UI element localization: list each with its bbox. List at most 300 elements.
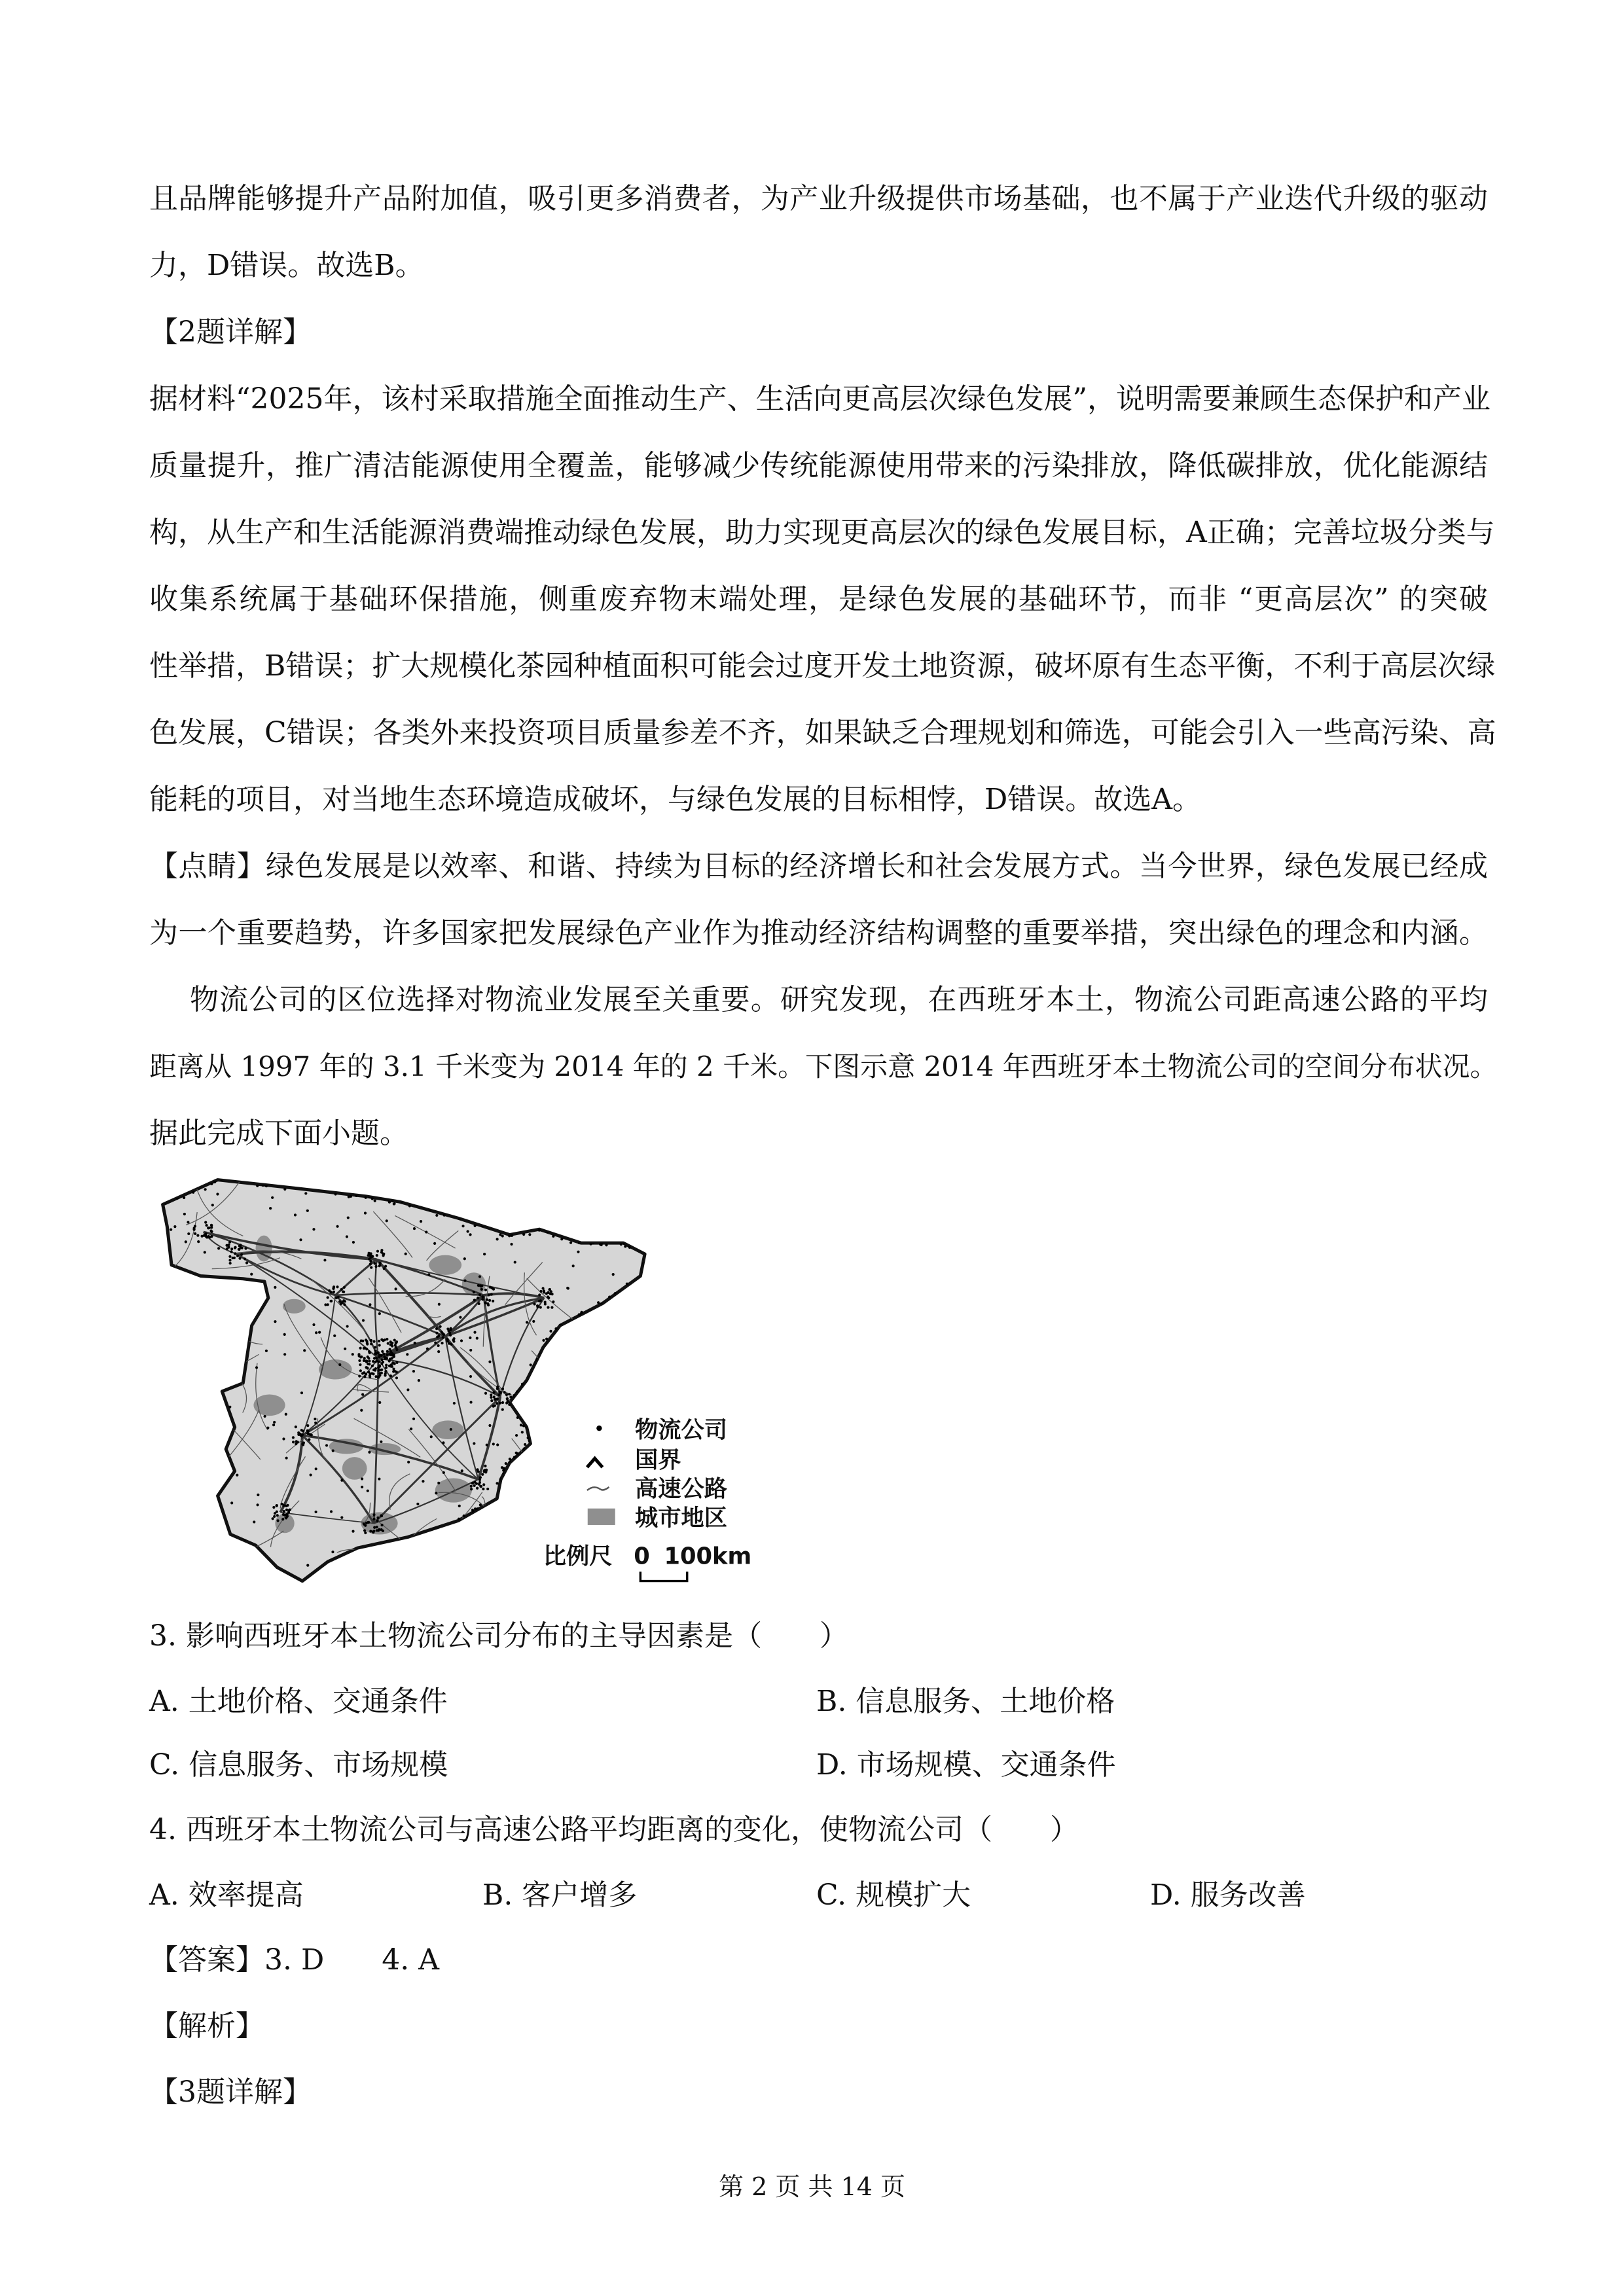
- legend-urban: 城市地区: [634, 1504, 727, 1532]
- company-dot: [616, 1359, 619, 1362]
- company-dot: [309, 1433, 312, 1436]
- company-dot: [370, 1342, 372, 1345]
- company-dot: [336, 1285, 338, 1288]
- company-dot: [515, 1452, 518, 1454]
- company-dot: [391, 1365, 393, 1368]
- company-dot: [346, 1325, 349, 1327]
- company-dot: [193, 1284, 196, 1287]
- paragraph-line: 能耗的项目，对当地生态环境造成破坏，与绿色发展的目标相悖，D错误。故选A。: [149, 783, 1202, 816]
- company-dot: [501, 1401, 504, 1404]
- company-dot: [536, 1304, 539, 1307]
- company-dot: [532, 1446, 534, 1448]
- company-dot: [292, 1441, 295, 1443]
- company-dot: [369, 1372, 372, 1375]
- company-dot: [478, 1293, 481, 1296]
- company-dot: [552, 1300, 554, 1303]
- company-dot: [395, 1342, 397, 1344]
- company-dot: [204, 1221, 207, 1223]
- company-dot: [276, 1514, 279, 1516]
- company-dot: [483, 1253, 486, 1255]
- company-dot: [539, 1299, 542, 1302]
- company-dot: [372, 1372, 374, 1375]
- company-dot: [485, 1558, 488, 1561]
- company-dot: [560, 1238, 563, 1240]
- company-dot: [211, 1204, 214, 1206]
- company-dot: [496, 1482, 498, 1484]
- urban-area: [432, 1420, 463, 1439]
- q3-option-c[interactable]: C. 信息服务、市场规模: [149, 1748, 448, 1782]
- company-dot: [372, 1340, 375, 1343]
- company-dot: [391, 1345, 393, 1348]
- company-dot: [382, 1194, 385, 1197]
- question-4-stem: 4. 西班牙本土物流公司与高速公路平均距离的变化，使物流公司（ ）: [149, 1813, 1079, 1846]
- company-dot: [509, 1524, 512, 1526]
- company-dot: [437, 1350, 440, 1353]
- company-dot: [481, 1473, 484, 1476]
- company-dot: [484, 1301, 487, 1304]
- scale-bar: [640, 1571, 687, 1581]
- company-dot: [210, 1235, 213, 1238]
- company-dot: [438, 1303, 441, 1306]
- company-dot: [426, 1348, 429, 1350]
- company-dot: [473, 1484, 476, 1487]
- company-dot: [194, 1365, 197, 1367]
- company-dot: [393, 1202, 395, 1205]
- company-dot: [183, 1196, 185, 1199]
- company-dot: [511, 1542, 513, 1545]
- company-dot: [430, 1435, 433, 1438]
- tip-line: 【点睛】绿色发展是以效率、和谐、持续为目标的经济增长和社会发展方式。当今世界，绿色发展已经成: [149, 850, 1488, 883]
- company-dot: [623, 1537, 626, 1539]
- q3-option-b[interactable]: B. 信息服务、土地价格: [816, 1685, 1115, 1718]
- company-dot: [274, 1286, 276, 1289]
- question-3-stem: 3. 影响西班牙本土物流公司分布的主导因素是（ ）: [149, 1619, 848, 1653]
- company-dot: [416, 1503, 419, 1505]
- company-dot: [505, 1393, 508, 1396]
- company-dot: [380, 1338, 383, 1341]
- company-dot: [446, 1338, 448, 1340]
- company-dot: [461, 1225, 464, 1227]
- company-dot: [232, 1354, 234, 1357]
- company-dot: [406, 1353, 408, 1355]
- company-dot: [376, 1250, 379, 1253]
- company-dot: [420, 1220, 422, 1223]
- company-dot: [376, 1254, 378, 1257]
- urban-area: [253, 1394, 285, 1416]
- company-dot: [564, 1516, 567, 1519]
- company-dot: [190, 1453, 193, 1456]
- company-dot: [624, 1497, 627, 1499]
- paragraph-line: 且品牌能够提升产品附加值，吸引更多消费者，为产业升级提供市场基础，也不属于产业迭代升级的驱动: [149, 182, 1488, 215]
- company-dot: [482, 1212, 484, 1215]
- company-dot: [187, 1221, 189, 1223]
- company-dot: [492, 1391, 495, 1393]
- company-dot: [533, 1302, 536, 1305]
- company-dot: [367, 1357, 370, 1359]
- company-dot: [486, 1488, 489, 1490]
- company-dot: [408, 1204, 411, 1207]
- company-dot: [283, 1353, 286, 1355]
- company-dot: [557, 1532, 560, 1535]
- urban-area: [342, 1457, 367, 1480]
- company-dot: [274, 1320, 276, 1323]
- q4-option-a[interactable]: A. 效率提高: [149, 1878, 304, 1912]
- company-dot: [522, 1233, 525, 1236]
- company-dot: [501, 1408, 504, 1411]
- q3-option-d[interactable]: D. 市场规模、交通条件: [816, 1748, 1116, 1782]
- company-dot: [509, 1395, 512, 1398]
- company-dot: [453, 1402, 456, 1405]
- company-dot: [343, 1286, 346, 1289]
- company-dot: [585, 1509, 587, 1512]
- company-dot: [418, 1379, 420, 1382]
- company-dot: [286, 1504, 289, 1507]
- company-dot: [379, 1262, 382, 1265]
- company-dot: [490, 1393, 492, 1396]
- company-dot: [380, 1528, 382, 1531]
- company-dot: [516, 1416, 519, 1419]
- company-dot: [244, 1257, 246, 1260]
- q4-option-b[interactable]: B. 客户增多: [482, 1878, 638, 1912]
- company-dot: [263, 1415, 266, 1418]
- company-dot: [547, 1297, 550, 1299]
- company-dot: [363, 1347, 365, 1350]
- company-dot: [369, 1376, 371, 1378]
- company-dot: [230, 1247, 233, 1250]
- company-dot: [482, 1483, 485, 1486]
- paragraph-line: 据材料“2025年，该村采取措施全面推动生产、生活向更高层次绿色发展”，说明需要兼顾生态保护和产业: [149, 382, 1490, 416]
- company-dot: [489, 1286, 492, 1289]
- company-dot: [521, 1431, 524, 1433]
- company-dot: [360, 1409, 363, 1412]
- urban-area: [283, 1299, 306, 1314]
- company-dot: [225, 1336, 227, 1339]
- company-dot: [433, 1242, 436, 1245]
- company-dot: [363, 1359, 365, 1362]
- company-dot: [412, 1370, 415, 1372]
- q3-option-a[interactable]: A. 土地价格、交通条件: [149, 1685, 448, 1718]
- company-dot: [494, 1398, 496, 1401]
- company-dot: [332, 1449, 334, 1452]
- company-dot: [501, 1388, 504, 1390]
- legend-company: 物流公司: [634, 1416, 727, 1444]
- company-dot: [367, 1490, 369, 1492]
- q4-option-c[interactable]: C. 规模扩大: [816, 1878, 971, 1912]
- company-dot: [473, 1291, 475, 1293]
- company-dot: [373, 1262, 376, 1265]
- company-dot: [306, 1429, 309, 1432]
- company-dot: [363, 1529, 366, 1532]
- paragraph-line: 收集系统属于基础环保措施，侧重废弃物末端处理，是绿色发展的基础环节，而非 “更高层次” 的突破: [149, 583, 1488, 616]
- company-dot: [442, 1336, 444, 1338]
- company-dot-icon: [596, 1426, 602, 1431]
- company-dot: [473, 1481, 476, 1484]
- company-dot: [330, 1510, 333, 1513]
- company-dot: [574, 1439, 577, 1441]
- company-dot: [496, 1238, 499, 1240]
- company-dot: [374, 1265, 377, 1268]
- company-dot: [371, 1255, 374, 1258]
- company-dot: [197, 1240, 200, 1243]
- company-dot: [466, 1202, 469, 1204]
- company-dot: [359, 1347, 362, 1350]
- company-dot: [225, 1310, 228, 1312]
- company-dot: [613, 1401, 615, 1403]
- company-dot: [452, 1340, 455, 1342]
- company-dot: [306, 1424, 309, 1427]
- highway-line-icon: [587, 1487, 609, 1490]
- company-dot: [373, 1526, 376, 1529]
- company-dot: [380, 1441, 382, 1443]
- company-dot: [283, 1188, 286, 1191]
- company-dot: [376, 1526, 378, 1528]
- company-dot: [453, 1337, 456, 1340]
- company-dot: [380, 1372, 383, 1374]
- company-dot: [482, 1547, 484, 1550]
- company-dot: [341, 1301, 344, 1304]
- company-dot: [480, 1485, 482, 1488]
- paragraph-line: 构，从生产和生活能源消费端推动绿色发展，助力实现更高层次的绿色发展目标，A正确；完善垃圾分类与: [149, 516, 1495, 549]
- company-dot: [255, 1366, 258, 1369]
- company-dot: [175, 1390, 178, 1392]
- company-dot: [342, 1291, 345, 1293]
- company-dot: [499, 1402, 501, 1405]
- company-dot: [478, 1275, 481, 1278]
- company-dot: [378, 1340, 380, 1342]
- company-dot: [250, 1273, 253, 1276]
- company-dot: [306, 1210, 309, 1212]
- highway: [509, 1550, 517, 1562]
- company-dot: [550, 1306, 553, 1309]
- company-dot: [300, 1391, 303, 1394]
- legend-border: 国界: [634, 1446, 681, 1474]
- company-dot: [337, 1296, 340, 1299]
- company-dot: [365, 1348, 368, 1350]
- company-dot: [469, 1349, 472, 1352]
- highway: [636, 1351, 644, 1416]
- company-dot: [210, 1230, 213, 1233]
- company-dot: [624, 1245, 626, 1247]
- company-dot: [368, 1258, 370, 1261]
- company-dot: [273, 1515, 276, 1518]
- company-dot: [207, 1227, 209, 1229]
- company-dot: [173, 1225, 176, 1228]
- company-dot: [304, 1192, 307, 1194]
- company-dot: [189, 1447, 191, 1450]
- company-dot: [386, 1354, 388, 1356]
- company-dot: [384, 1338, 386, 1341]
- company-dot: [380, 1514, 382, 1516]
- company-dot: [312, 1323, 315, 1326]
- company-dot: [487, 1304, 490, 1306]
- company-dot: [314, 1418, 316, 1420]
- legend-highway: 高速公路: [634, 1475, 727, 1503]
- company-dot: [230, 1501, 233, 1504]
- company-dot: [470, 1488, 473, 1490]
- company-dot: [395, 1376, 398, 1379]
- company-dot: [367, 1521, 370, 1524]
- company-dot: [572, 1265, 575, 1267]
- company-dot: [283, 1510, 285, 1513]
- paragraph-line: 性举措，B错误；扩大规模化茶园种植面积可能会过度开发土地资源，破坏原有生态平衡，不利于高层次绿: [149, 649, 1496, 683]
- company-dot: [480, 1288, 483, 1291]
- company-dot: [597, 1301, 600, 1304]
- company-dot: [204, 1188, 207, 1191]
- answer-line: 【答案】3. D 4. A: [149, 1943, 439, 1977]
- company-dot: [315, 1331, 317, 1334]
- company-dot: [412, 1418, 415, 1420]
- company-dot: [575, 1505, 578, 1508]
- company-dot: [484, 1392, 487, 1395]
- company-dot: [376, 1519, 379, 1522]
- company-dot: [378, 1194, 381, 1197]
- company-dot: [344, 1348, 346, 1350]
- company-dot: [496, 1443, 499, 1446]
- company-dot: [434, 1182, 437, 1185]
- company-dot: [226, 1421, 228, 1424]
- company-dot: [234, 1252, 236, 1255]
- q4-option-d[interactable]: D. 服务改善: [1150, 1878, 1306, 1912]
- material-line: 物流公司的区位选择对物流业发展至关重要。研究发现，在西班牙本土，物流公司距高速公路的平均: [190, 983, 1488, 1016]
- company-dot: [469, 1401, 472, 1403]
- company-dot: [216, 1193, 219, 1195]
- company-dot: [374, 1361, 377, 1363]
- company-dot: [378, 1365, 381, 1368]
- company-dot: [463, 1257, 466, 1260]
- company-dot: [175, 1548, 177, 1551]
- company-dot: [473, 1442, 475, 1444]
- company-dot: [524, 1443, 526, 1446]
- company-dot: [368, 1359, 370, 1362]
- company-dot: [482, 1488, 484, 1490]
- company-dot: [621, 1238, 624, 1241]
- company-dot: [386, 1219, 388, 1222]
- company-dot: [344, 1300, 346, 1302]
- company-dot: [391, 1357, 393, 1359]
- company-dot: [187, 1232, 190, 1235]
- company-dot: [503, 1467, 505, 1469]
- company-dot: [524, 1461, 527, 1463]
- company-dot: [378, 1344, 381, 1346]
- company-dot: [347, 1216, 350, 1219]
- company-dot: [584, 1238, 586, 1241]
- company-dot: [391, 1354, 394, 1357]
- company-dot: [265, 1350, 268, 1352]
- company-dot: [476, 1337, 478, 1340]
- company-dot: [352, 1241, 355, 1244]
- material-line: 据此完成下面小题。: [149, 1117, 408, 1150]
- company-dot: [378, 1478, 380, 1480]
- border-line-icon: [587, 1458, 603, 1467]
- company-dot: [200, 1235, 203, 1238]
- company-dot: [552, 1235, 554, 1238]
- company-dot: [441, 1331, 443, 1334]
- company-dot: [496, 1402, 498, 1405]
- company-dot: [380, 1251, 383, 1253]
- company-dot: [365, 1360, 368, 1363]
- company-dot: [180, 1477, 183, 1480]
- company-dot: [629, 1465, 632, 1468]
- paragraph-line: 力，D错误。故选B。: [149, 249, 424, 282]
- company-dot: [514, 1261, 516, 1263]
- company-dot: [469, 1518, 471, 1520]
- company-dot: [423, 1187, 425, 1189]
- company-dot: [462, 1207, 465, 1210]
- company-dot: [369, 1263, 372, 1265]
- company-dot: [215, 1345, 217, 1348]
- company-dot: [312, 1228, 315, 1230]
- company-dot: [430, 1538, 433, 1541]
- company-dot: [569, 1242, 572, 1244]
- company-dot: [635, 1354, 638, 1356]
- company-dot: [359, 1369, 362, 1372]
- company-dot: [299, 1238, 302, 1241]
- company-dot: [367, 1254, 370, 1257]
- company-dot: [410, 1554, 413, 1557]
- company-dot: [552, 1181, 554, 1184]
- company-dot: [340, 1288, 343, 1291]
- company-dot: [553, 1509, 556, 1512]
- company-dot: [469, 1375, 472, 1378]
- company-dot: [506, 1397, 509, 1400]
- company-dot: [192, 1534, 195, 1537]
- company-dot: [194, 1232, 196, 1235]
- company-dot: [370, 1266, 372, 1269]
- company-dot: [449, 1334, 452, 1336]
- company-dot: [479, 1284, 482, 1287]
- company-dot: [439, 1325, 442, 1328]
- company-dot: [386, 1357, 388, 1359]
- company-dot: [458, 1183, 461, 1186]
- company-dot: [269, 1207, 272, 1210]
- company-dot: [303, 1349, 306, 1352]
- section-heading: 【2题详解】: [149, 315, 312, 349]
- spain-logistics-map: [137, 1172, 797, 1600]
- company-dot: [363, 1357, 366, 1359]
- company-dot: [488, 1299, 491, 1302]
- company-dot: [378, 1265, 380, 1267]
- company-dot: [228, 1259, 231, 1261]
- company-dot: [534, 1369, 537, 1371]
- company-dot: [539, 1290, 542, 1293]
- company-dot: [205, 1224, 208, 1227]
- company-dot: [475, 1525, 478, 1528]
- company-dot: [210, 1226, 213, 1229]
- company-dot: [314, 1511, 317, 1513]
- company-dot: [358, 1359, 361, 1362]
- company-dot: [192, 1229, 195, 1231]
- company-dot: [496, 1388, 499, 1390]
- company-dot: [370, 1339, 372, 1342]
- urban-area: [429, 1255, 461, 1275]
- company-dot: [393, 1363, 396, 1365]
- company-dot: [374, 1346, 376, 1348]
- company-dot: [387, 1342, 389, 1344]
- company-dot: [384, 1370, 387, 1372]
- company-dot: [292, 1436, 295, 1439]
- company-dot: [486, 1299, 488, 1301]
- company-dot: [175, 1334, 177, 1336]
- company-dot: [470, 1485, 473, 1488]
- company-dot: [361, 1486, 363, 1488]
- company-dot: [323, 1259, 326, 1261]
- company-dot: [414, 1342, 416, 1344]
- company-dot: [459, 1316, 461, 1319]
- highway: [137, 1304, 173, 1342]
- company-dot: [563, 1208, 566, 1210]
- company-dot: [369, 1352, 371, 1354]
- analysis-heading: 【解析】: [149, 2009, 264, 2043]
